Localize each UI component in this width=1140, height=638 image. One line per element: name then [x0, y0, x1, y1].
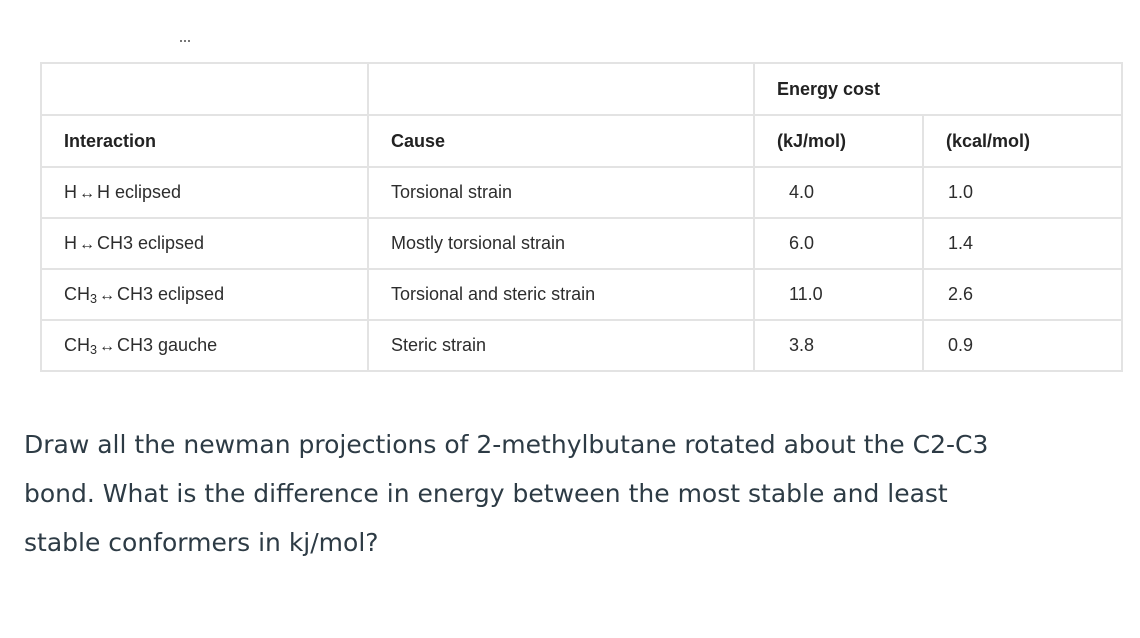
double-arrow-icon: ↔	[99, 286, 116, 304]
kj-value-cell: 3.8	[754, 320, 923, 371]
double-arrow-icon: ↔	[99, 337, 116, 355]
kj-value-cell: 6.0	[754, 218, 923, 269]
kcal-value-cell: 0.9	[923, 320, 1122, 371]
question-line-2: bond. What is the difference in energy between the most stable and least	[24, 479, 948, 508]
kcal-value-cell: 1.4	[923, 218, 1122, 269]
cause-header: Cause	[368, 115, 754, 167]
table-row	[41, 167, 1122, 218]
table-row	[41, 269, 1122, 320]
energy-cost-table	[40, 62, 1123, 372]
cause-cell: Mostly torsional strain	[368, 218, 754, 269]
kcal-value-cell: 1.0	[923, 167, 1122, 218]
interaction-cell: $CH_3$ ↔ CH3 gauche	[41, 320, 368, 371]
cause-cell: Torsional and steric strain	[368, 269, 754, 320]
column-header-row	[41, 115, 1122, 167]
stray-mark	[180, 40, 190, 45]
question-text	[24, 420, 1124, 567]
question-line-3: stable conformers in kj/mol?	[24, 528, 379, 557]
cause-header-top	[368, 63, 754, 115]
interaction-cell: $CH_3$ ↔ CH3 eclipsed	[41, 269, 368, 320]
kj-value-cell: 4.0	[754, 167, 923, 218]
interaction-cell: H ↔ CH3 eclipsed	[41, 218, 368, 269]
kj-value-cell: 11.0	[754, 269, 923, 320]
kj-header: (kJ/mol)	[754, 115, 923, 167]
energy-cost-header-row	[41, 63, 1122, 115]
question-line-1: Draw all the newman projections of 2-methylbutane rotated about the C2-C3	[24, 430, 989, 459]
interaction-header-top	[41, 63, 368, 115]
kcal-value-cell: 2.6	[923, 269, 1122, 320]
double-arrow-icon: ↔	[79, 236, 95, 253]
table-row	[41, 218, 1122, 269]
kcal-header: (kcal/mol)	[923, 115, 1122, 167]
cause-cell: Steric strain	[368, 320, 754, 371]
double-arrow-icon: ↔	[79, 185, 95, 202]
energy-cost-header: Energy cost	[754, 63, 1122, 115]
interaction-cell: H ↔ H eclipsed	[41, 167, 368, 218]
table-row	[41, 320, 1122, 371]
interaction-header: Interaction	[41, 115, 368, 167]
cause-cell: Torsional strain	[368, 167, 754, 218]
